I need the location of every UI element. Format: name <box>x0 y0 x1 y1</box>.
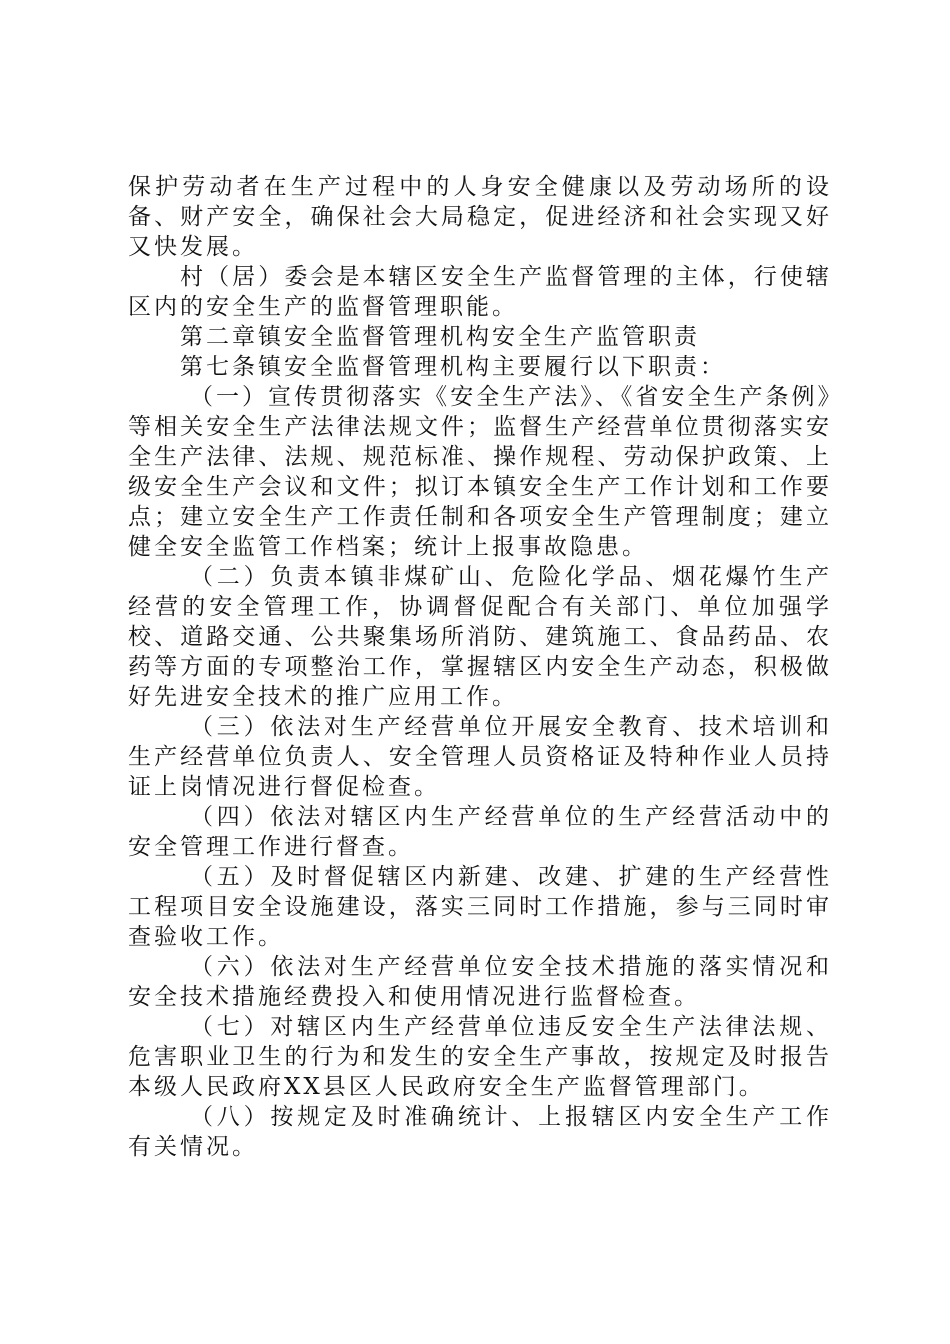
list-item-2: （二）负责本镇非煤矿山、危险化学品、烟花爆竹生产经营的安全管理工作，协调督促配合有关部门、单位加强学校、道路交通、公共聚集场所消防、建筑施工、食品药品、农药等方面的专项整治工作，掌握辖区内安全生产动态，积极做好先进安全技术的推广应用工作。 <box>128 564 832 710</box>
list-item-4: （四）依法对辖区内生产经营单位的生产经营活动中的安全管理工作进行督查。 <box>128 804 832 860</box>
list-item-7: （七）对辖区内生产经营单位违反安全生产法律法规、危害职业卫生的行为和发生的安全生产事故，按规定及时报告本级人民政府XX县区人民政府安全生产监督管理部门。 <box>128 1014 832 1100</box>
article-heading: 第七条镇安全监督管理机构主要履行以下职责： <box>180 354 726 380</box>
list-item-1: （一）宣传贯彻落实《安全生产法》、《省安全生产条例》等相关安全生产法律法规文件；监督生产经营单位贯彻落实安全生产法律、法规、规范标准、操作规程、劳动保护政策、上级安全生产会议和文件；拟订本镇安全生产工作计划和工作要点；建立安全生产工作责任制和各项安全生产管理制度；建立健全安全监管工作档案；统计上报事故隐患。 <box>128 384 832 560</box>
list-item-6: （六）依法对生产经营单位安全技术措施的落实情况和安全技术措施经费投入和使用情况进行监督检查。 <box>128 954 832 1010</box>
list-item-5: （五）及时督促辖区内新建、改建、扩建的生产经营性工程项目安全设施建设，落实三同时工作措施，参与三同时审查验收工作。 <box>128 864 832 950</box>
chapter-heading: 第二章镇安全监督管理机构安全生产监管职责 <box>180 324 700 350</box>
paragraph-continuation: 保护劳动者在生产过程中的人身安全健康以及劳动场所的设备、财产安全，确保社会大局稳定，促进经济和社会实现又好又快发展。 <box>128 174 832 260</box>
document-body <box>128 172 832 1162</box>
list-item-3: （三）依法对生产经营单位开展安全教育、技术培训和生产经营单位负责人、安全管理人员资格证及特种作业人员持证上岗情况进行督促检查。 <box>128 714 832 800</box>
paragraph-village-committee: 村（居）委会是本辖区安全生产监督管理的主体，行使辖区内的安全生产的监督管理职能。 <box>128 264 832 320</box>
list-item-8: （八）按规定及时准确统计、上报辖区内安全生产工作有关情况。 <box>128 1104 832 1160</box>
